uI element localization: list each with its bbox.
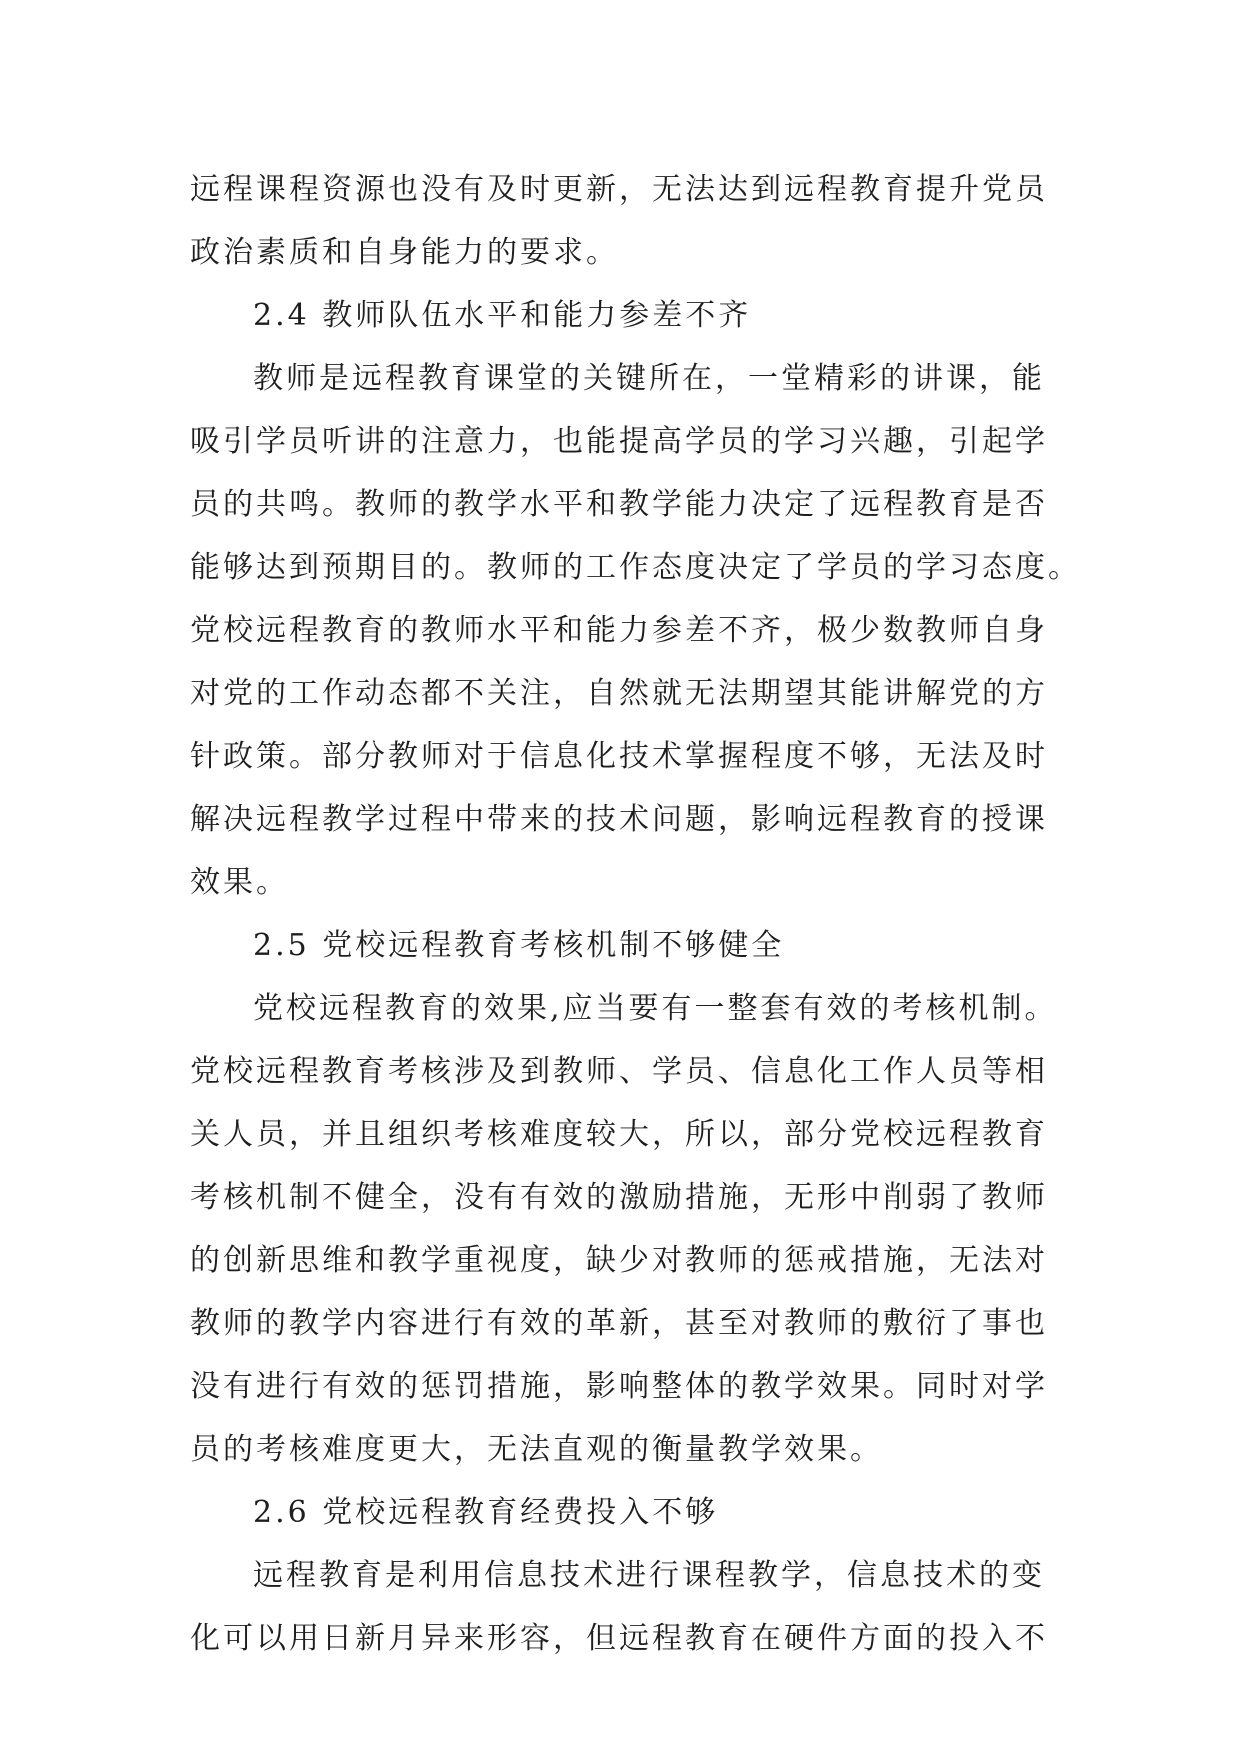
text-line: 2.5 党校远程教育考核机制不够健全 [253,928,785,963]
text-line: 吸引学员听讲的注意力，也能提高学员的学习兴趣，引起学 [190,424,1048,459]
text-line: 远程课程资源也没有及时更新，无法达到远程教育提升党员 [190,172,1048,207]
text-line: 党校远程教育的效果,应当要有一整套有效的考核机制。 [253,991,1058,1026]
text-line: 党校远程教育考核涉及到教师、学员、信息化工作人员等相 [190,1054,1048,1089]
text-line: 2.4 教师队伍水平和能力参差不齐 [253,298,752,333]
text-line: 的创新思维和教学重视度，缺少对教师的惩戒措施，无法对 [190,1243,1048,1278]
text-line: 远程教育是利用信息技术进行课程教学，信息技术的变 [253,1558,1045,1593]
text-line: 党校远程教育的教师水平和能力参差不齐，极少数教师自身 [190,613,1048,648]
text-line: 政治素质和自身能力的要求。 [190,235,619,270]
text-line: 对党的工作动态都不关注，自然就无法期望其能讲解党的方 [190,676,1048,711]
text-line: 考核机制不健全，没有有效的激励措施，无形中削弱了教师 [190,1180,1048,1215]
document-body [190,158,1081,1670]
text-line: 员的共鸣。教师的教学水平和教学能力决定了远程教育是否 [190,487,1048,522]
text-line: 解决远程教学过程中带来的技术问题，影响远程教育的授课 [190,802,1048,837]
text-line: 效果。 [190,865,289,900]
text-line: 2.6 党校远程教育经费投入不够 [253,1495,719,1530]
text-line: 员的考核难度更大，无法直观的衡量教学效果。 [190,1432,883,1467]
text-line: 教师的教学内容进行有效的革新，甚至对教师的敷衍了事也 [190,1306,1048,1341]
text-line: 能够达到预期目的。教师的工作态度决定了学员的学习态度。 [190,550,1081,585]
text-line: 针政策。部分教师对于信息化技术掌握程度不够，无法及时 [190,739,1048,774]
text-line: 化可以用日新月异来形容，但远程教育在硬件方面的投入不 [190,1621,1048,1656]
text-line: 关人员，并且组织考核难度较大，所以，部分党校远程教育 [190,1117,1048,1152]
text-line: 教师是远程教育课堂的关键所在，一堂精彩的讲课，能 [253,361,1045,396]
text-line: 没有进行有效的惩罚措施，影响整体的教学效果。同时对学 [190,1369,1048,1404]
